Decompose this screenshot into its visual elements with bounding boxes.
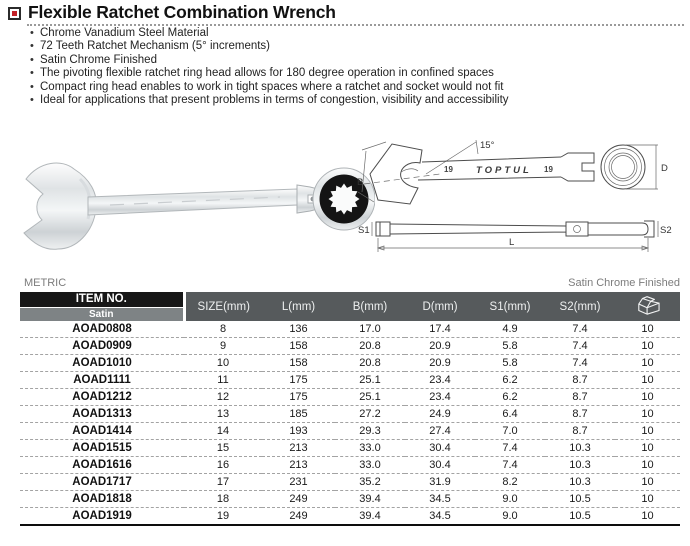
s2-cell: 10.5 <box>545 508 615 526</box>
b-cell: 20.8 <box>335 338 405 355</box>
size-cell: 14 <box>184 423 262 440</box>
item-no-cell: AOAD1212 <box>20 389 184 406</box>
b-cell: 25.1 <box>335 372 405 389</box>
s2-cell: 7.4 <box>545 321 615 338</box>
qty-cell: 10 <box>615 338 680 355</box>
dimension-label-b: B <box>357 177 364 188</box>
size-cell: 18 <box>184 491 262 508</box>
item-no-cell: AOAD1717 <box>20 474 184 491</box>
size-marking-left: 19 <box>444 165 453 174</box>
l-cell: 249 <box>262 491 335 508</box>
feature-item: • 72 Teeth Ratchet Mechanism (5° increments) <box>30 40 509 53</box>
item-no-cell: AOAD1616 <box>20 457 184 474</box>
table-row <box>20 372 680 389</box>
d-cell: 34.5 <box>405 508 475 526</box>
b-cell: 25.1 <box>335 389 405 406</box>
table-header-row <box>20 292 680 321</box>
l-cell: 213 <box>262 457 335 474</box>
item-no-cell: AOAD0909 <box>20 338 184 355</box>
d-cell: 30.4 <box>405 457 475 474</box>
d-cell: 17.4 <box>405 321 475 338</box>
s2-cell: 10.5 <box>545 491 615 508</box>
size-cell: 9 <box>184 338 262 355</box>
feature-list <box>30 27 509 107</box>
feature-item: • Satin Chrome Finished <box>30 54 509 67</box>
s1-cell: 7.4 <box>475 440 545 457</box>
l-cell: 185 <box>262 406 335 423</box>
s1-cell: 5.8 <box>475 355 545 372</box>
qty-cell: 10 <box>615 440 680 457</box>
s2-cell: 10.3 <box>545 457 615 474</box>
finish-label: Satin Chrome Finished <box>568 277 680 289</box>
qty-cell: 10 <box>615 355 680 372</box>
size-cell: 16 <box>184 457 262 474</box>
item-no-cell: AOAD1010 <box>20 355 184 372</box>
b-cell: 17.0 <box>335 321 405 338</box>
dimension-label-d: D <box>661 163 668 174</box>
item-no-cell: AOAD1111 <box>20 372 184 389</box>
s1-cell: 8.2 <box>475 474 545 491</box>
table-row <box>20 457 680 474</box>
feature-item: • Chrome Vanadium Steel Material <box>30 27 509 40</box>
item-no-header-label: ITEM NO. <box>20 292 183 307</box>
d-cell: 20.9 <box>405 338 475 355</box>
b-cell: 29.3 <box>335 423 405 440</box>
qty-cell: 10 <box>615 423 680 440</box>
qty-cell: 10 <box>615 389 680 406</box>
l-cell: 158 <box>262 355 335 372</box>
b-cell: 27.2 <box>335 406 405 423</box>
d-cell: 24.9 <box>405 406 475 423</box>
s1-cell: 7.4 <box>475 457 545 474</box>
s1-cell: 4.9 <box>475 321 545 338</box>
s1-cell: 6.2 <box>475 389 545 406</box>
l-cell: 213 <box>262 440 335 457</box>
column-header-s2: S2(mm) <box>545 292 615 321</box>
qty-cell: 10 <box>615 474 680 491</box>
size-cell: 11 <box>184 372 262 389</box>
table-row <box>20 389 680 406</box>
column-header-s1: S1(mm) <box>475 292 545 321</box>
qty-cell: 10 <box>615 457 680 474</box>
table-row <box>20 406 680 423</box>
s2-cell: 8.7 <box>545 423 615 440</box>
table-row <box>20 423 680 440</box>
s1-cell: 7.0 <box>475 423 545 440</box>
s2-cell: 7.4 <box>545 355 615 372</box>
size-cell: 17 <box>184 474 262 491</box>
s2-cell: 10.3 <box>545 474 615 491</box>
b-cell: 39.4 <box>335 491 405 508</box>
column-header-l: L(mm) <box>262 292 335 321</box>
table-row <box>20 355 680 372</box>
title-underline <box>27 4 684 26</box>
d-cell: 34.5 <box>405 491 475 508</box>
item-no-cell: AOAD1313 <box>20 406 184 423</box>
item-satin-header-label: Satin <box>20 307 183 321</box>
s2-cell: 8.7 <box>545 389 615 406</box>
feature-item: • Ideal for applications that present problems in terms of congestion, visibility and accessibility <box>30 94 509 107</box>
dimension-label-s1: S1 <box>358 225 370 236</box>
b-cell: 39.4 <box>335 508 405 526</box>
brand-marking: TOPTUL <box>476 165 532 176</box>
b-cell: 20.8 <box>335 355 405 372</box>
column-header-size: SIZE(mm) <box>184 292 262 321</box>
item-no-cell: AOAD1414 <box>20 423 184 440</box>
qty-cell: 10 <box>615 491 680 508</box>
item-no-cell: AOAD1919 <box>20 508 184 526</box>
s1-cell: 9.0 <box>475 491 545 508</box>
size-cell: 12 <box>184 389 262 406</box>
spec-table <box>20 292 680 526</box>
column-header-b: B(mm) <box>335 292 405 321</box>
s2-cell: 8.7 <box>545 372 615 389</box>
table-row <box>20 440 680 457</box>
page-title: Flexible Ratchet Combination Wrench <box>28 2 336 22</box>
qty-cell: 10 <box>615 508 680 526</box>
d-cell: 31.9 <box>405 474 475 491</box>
dimension-label-length: L <box>509 237 515 248</box>
metric-label: METRIC <box>24 277 67 289</box>
qty-cell: 10 <box>615 321 680 338</box>
table-row <box>20 508 680 526</box>
wrench-product-photo <box>10 145 375 270</box>
size-cell: 10 <box>184 355 262 372</box>
l-cell: 193 <box>262 423 335 440</box>
s1-cell: 6.4 <box>475 406 545 423</box>
s1-cell: 6.2 <box>475 372 545 389</box>
d-cell: 30.4 <box>405 440 475 457</box>
item-no-cell: AOAD1515 <box>20 440 184 457</box>
size-cell: 19 <box>184 508 262 526</box>
s1-cell: 9.0 <box>475 508 545 526</box>
qty-cell: 10 <box>615 406 680 423</box>
l-cell: 249 <box>262 508 335 526</box>
feature-item: • Compact ring head enables to work in tight spaces where a ratchet and socket would not fit <box>30 81 509 94</box>
table-row <box>20 474 680 491</box>
b-cell: 35.2 <box>335 474 405 491</box>
column-header-d: D(mm) <box>405 292 475 321</box>
b-cell: 33.0 <box>335 440 405 457</box>
d-cell: 23.4 <box>405 389 475 406</box>
b-cell: 33.0 <box>335 457 405 474</box>
l-cell: 231 <box>262 474 335 491</box>
s1-cell: 5.8 <box>475 338 545 355</box>
size-marking-right: 19 <box>544 165 553 174</box>
spec-table-body <box>20 321 680 525</box>
l-cell: 175 <box>262 389 335 406</box>
table-row <box>20 338 680 355</box>
red-square-bullet-icon <box>8 7 21 20</box>
d-cell: 20.9 <box>405 355 475 372</box>
item-no-cell: AOAD1818 <box>20 491 184 508</box>
s2-cell: 8.7 <box>545 406 615 423</box>
table-row <box>20 321 680 338</box>
table-row <box>20 491 680 508</box>
size-cell: 8 <box>184 321 262 338</box>
l-cell: 175 <box>262 372 335 389</box>
d-cell: 27.4 <box>405 423 475 440</box>
size-cell: 15 <box>184 440 262 457</box>
size-cell: 13 <box>184 406 262 423</box>
dimension-label-s2: S2 <box>660 225 672 236</box>
qty-cell: 10 <box>615 372 680 389</box>
l-cell: 158 <box>262 338 335 355</box>
d-cell: 23.4 <box>405 372 475 389</box>
dimension-label-angle: 15° <box>480 140 495 151</box>
feature-item: • The pivoting flexible ratchet ring head allows for 180 degree operation in confined spaces <box>30 67 509 80</box>
carton-quantity-header <box>615 292 680 321</box>
l-cell: 136 <box>262 321 335 338</box>
item-no-header <box>20 292 184 321</box>
item-no-cell: AOAD0808 <box>20 321 184 338</box>
wrench-dimension-diagram <box>356 132 690 264</box>
s2-cell: 7.4 <box>545 338 615 355</box>
carton-box-icon <box>634 293 662 316</box>
s2-cell: 10.3 <box>545 440 615 457</box>
